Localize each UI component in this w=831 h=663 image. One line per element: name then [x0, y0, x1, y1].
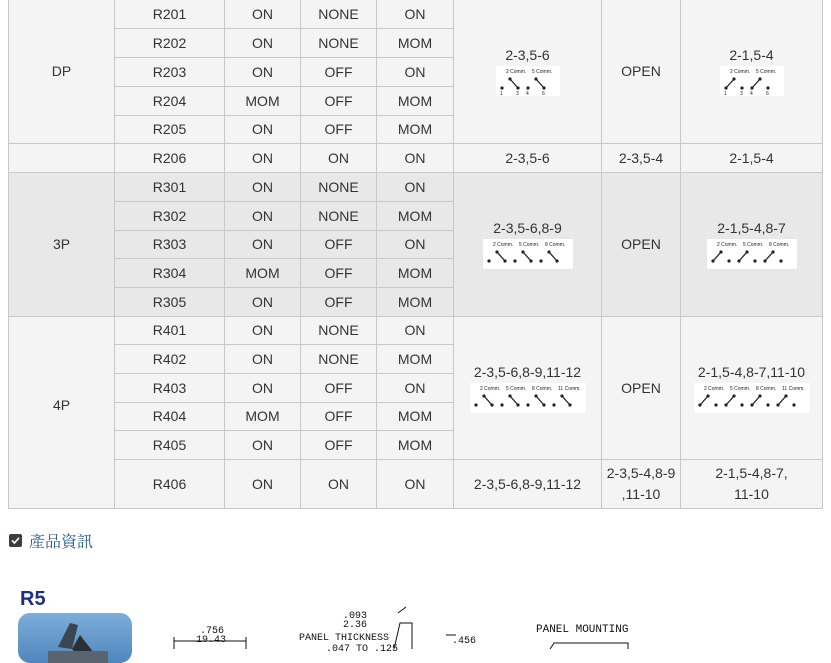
toggle-switch-photo-icon: [18, 613, 132, 663]
svg-text:11 Comm.: 11 Comm.: [781, 385, 805, 392]
model-cell: R406: [115, 460, 225, 509]
circuit-right-cell: [681, 460, 823, 509]
circuit-text: 2-1,5-4,8-7,11-10: [697, 363, 806, 380]
switch-contact-diagram-icon: [707, 239, 797, 269]
checkbox[interactable]: [9, 534, 22, 547]
position-1-cell: ON: [225, 317, 301, 345]
circuit-text: 2-3,5-6,8-9,11-12: [473, 363, 582, 380]
switch-contact-diagram-icon: [720, 66, 784, 96]
position-1-cell: ON: [225, 460, 301, 509]
switch-contact-diagram-icon: [470, 383, 586, 413]
position-2-cell: NONE: [301, 317, 377, 345]
svg-text:8 Comm.: 8 Comm.: [544, 242, 565, 248]
position-3-cell: MOM: [377, 259, 454, 288]
model-cell: R305: [115, 288, 225, 317]
position-3-cell: ON: [377, 144, 454, 173]
position-3-cell: MOM: [377, 116, 454, 144]
circuit-left-cell: 2-3,5-6: [454, 144, 602, 173]
model-cell: R301: [115, 173, 225, 202]
position-3-cell: MOM: [377, 87, 454, 116]
svg-text:8 Comm.: 8 Comm.: [755, 385, 776, 392]
circuit-left-cell: 2-3,5-6,8-9,11-12: [454, 460, 602, 509]
circuit-right-cell: [681, 173, 823, 317]
circuit-text-line-2: ,11-10: [621, 486, 661, 502]
svg-text:5 Comm.: 5 Comm.: [505, 385, 526, 392]
circuit-text-line-1: 2-1,5-4,8-7,: [715, 465, 788, 481]
model-cell: R302: [115, 202, 225, 231]
position-3-cell: MOM: [377, 288, 454, 317]
position-2-cell: OFF: [301, 116, 377, 144]
model-cell: R401: [115, 317, 225, 345]
pole-label: DP: [9, 0, 115, 144]
table-row: [9, 317, 823, 345]
circuit-text: 2-1,5-4,8-7: [717, 220, 786, 236]
circuit-mid-cell: 2-3,5-4: [602, 144, 681, 173]
pole-label: 3P: [9, 173, 115, 317]
svg-text:5 Comm.: 5 Comm.: [729, 385, 750, 392]
svg-text:6: 6: [541, 91, 545, 96]
table-row: [9, 460, 823, 509]
switch-contact-diagram-icon: [694, 383, 810, 413]
model-cell: R303: [115, 231, 225, 259]
svg-text:2 Comm.: 2 Comm.: [505, 69, 526, 75]
circuit-left-cell: [454, 0, 602, 144]
circuit-mid-cell: OPEN: [602, 317, 681, 460]
model-cell: R402: [115, 345, 225, 374]
panel-thickness-label: PANEL THICKNESS: [299, 633, 390, 644]
position-1-cell: MOM: [225, 403, 301, 431]
svg-text:1: 1: [499, 91, 503, 96]
product-image[interactable]: [18, 613, 132, 663]
position-1-cell: ON: [225, 173, 301, 202]
table-row: [9, 144, 823, 173]
svg-text:5 Comm.: 5 Comm.: [742, 242, 763, 248]
product-info-toggle[interactable]: [9, 529, 93, 552]
position-2-cell: OFF: [301, 259, 377, 288]
svg-text:1: 1: [723, 91, 727, 96]
model-cell: R201: [115, 0, 225, 29]
position-1-cell: ON: [225, 29, 301, 58]
position-2-cell: OFF: [301, 87, 377, 116]
thickness-range: .047 TO .125: [326, 644, 399, 655]
series-title: R5: [20, 588, 46, 610]
position-2-cell: OFF: [301, 431, 377, 460]
position-1-cell: ON: [225, 116, 301, 144]
dim3-in: .456: [452, 636, 477, 647]
dim2-in: .093: [343, 611, 368, 622]
svg-text:3: 3: [515, 91, 519, 96]
position-3-cell: MOM: [377, 403, 454, 431]
position-1-cell: ON: [225, 202, 301, 231]
circuit-text-line-2: 11-10: [734, 486, 769, 502]
circuit-right-cell: 2-1,5-4: [681, 144, 823, 173]
svg-text:8 Comm.: 8 Comm.: [531, 385, 552, 392]
circuit-right-cell: [681, 0, 823, 144]
circuit-mid-cell: OPEN: [602, 0, 681, 144]
circuit-text: 2-1,5-4: [729, 47, 774, 63]
position-1-cell: ON: [225, 144, 301, 173]
dimension-drawing: [150, 605, 670, 654]
svg-text:2 Comm.: 2 Comm.: [479, 385, 500, 392]
position-2-cell: NONE: [301, 173, 377, 202]
position-3-cell: ON: [377, 58, 454, 87]
circuit-text: 2-3,5-6: [505, 47, 550, 63]
position-3-cell: MOM: [377, 431, 454, 460]
svg-text:8 Comm.: 8 Comm.: [768, 242, 789, 248]
switch-contact-diagram-icon: [483, 239, 573, 269]
position-2-cell: NONE: [301, 345, 377, 374]
position-3-cell: MOM: [377, 29, 454, 58]
position-2-cell: OFF: [301, 231, 377, 259]
position-1-cell: ON: [225, 58, 301, 87]
svg-text:3: 3: [739, 91, 743, 96]
position-3-cell: ON: [377, 374, 454, 403]
position-1-cell: ON: [225, 345, 301, 374]
product-info-label[interactable]: 產品資訊: [29, 534, 94, 551]
circuit-right-cell: [681, 317, 823, 460]
position-3-cell: ON: [377, 460, 454, 509]
position-1-cell: ON: [225, 231, 301, 259]
circuit-mid-cell: [602, 460, 681, 509]
pole-label: 4P: [9, 317, 115, 509]
position-1-cell: ON: [225, 0, 301, 29]
position-1-cell: ON: [225, 431, 301, 460]
model-cell: R204: [115, 87, 225, 116]
position-3-cell: ON: [377, 317, 454, 345]
svg-text:4: 4: [749, 91, 753, 96]
circuit-left-cell: [454, 173, 602, 317]
switch-spec-table: [8, 0, 823, 509]
model-cell: R203: [115, 58, 225, 87]
circuit-left-cell: [454, 317, 602, 460]
model-cell: R202: [115, 29, 225, 58]
position-1-cell: MOM: [225, 259, 301, 288]
svg-text:4: 4: [525, 91, 529, 96]
table-row: [9, 0, 823, 29]
position-2-cell: NONE: [301, 0, 377, 29]
position-3-cell: ON: [377, 231, 454, 259]
position-3-cell: ON: [377, 173, 454, 202]
svg-text:2 Comm.: 2 Comm.: [716, 242, 737, 248]
position-1-cell: ON: [225, 374, 301, 403]
svg-text:6: 6: [765, 91, 769, 96]
position-3-cell: MOM: [377, 345, 454, 374]
position-1-cell: MOM: [225, 87, 301, 116]
circuit-text: 2-3,5-6,8-9: [493, 220, 562, 236]
model-cell: R205: [115, 116, 225, 144]
position-1-cell: ON: [225, 288, 301, 317]
circuit-text-line-1: 2-3,5-4,8-9: [606, 465, 676, 481]
panel-mounting-label: PANEL MOUNTING: [536, 624, 629, 636]
position-2-cell: OFF: [301, 288, 377, 317]
position-2-cell: NONE: [301, 202, 377, 231]
svg-text:11 Comm.: 11 Comm.: [557, 385, 581, 392]
model-cell: R404: [115, 403, 225, 431]
dim2-mm: 2.36: [343, 620, 368, 631]
pole-label-cont: [9, 144, 115, 173]
dim1-mm: 19.43: [196, 635, 227, 646]
position-3-cell: MOM: [377, 202, 454, 231]
position-2-cell: OFF: [301, 58, 377, 87]
model-cell: R304: [115, 259, 225, 288]
svg-text:5 Comm.: 5 Comm.: [518, 242, 539, 248]
svg-text:5 Comm.: 5 Comm.: [755, 69, 776, 75]
check-icon: [11, 536, 20, 545]
model-cell: R206: [115, 144, 225, 173]
svg-text:2 Comm.: 2 Comm.: [492, 242, 513, 248]
svg-text:5 Comm.: 5 Comm.: [531, 69, 552, 75]
dim1-in: .756: [200, 626, 225, 637]
position-2-cell: NONE: [301, 29, 377, 58]
model-cell: R403: [115, 374, 225, 403]
position-2-cell: OFF: [301, 403, 377, 431]
position-3-cell: ON: [377, 0, 454, 29]
circuit-mid-cell: OPEN: [602, 173, 681, 317]
position-2-cell: ON: [301, 144, 377, 173]
svg-text:2 Comm.: 2 Comm.: [703, 385, 724, 392]
switch-contact-diagram-icon: [496, 66, 560, 96]
model-cell: R405: [115, 431, 225, 460]
table-row: [9, 173, 823, 202]
position-2-cell: OFF: [301, 374, 377, 403]
svg-text:2 Comm.: 2 Comm.: [729, 69, 750, 75]
position-2-cell: ON: [301, 460, 377, 509]
